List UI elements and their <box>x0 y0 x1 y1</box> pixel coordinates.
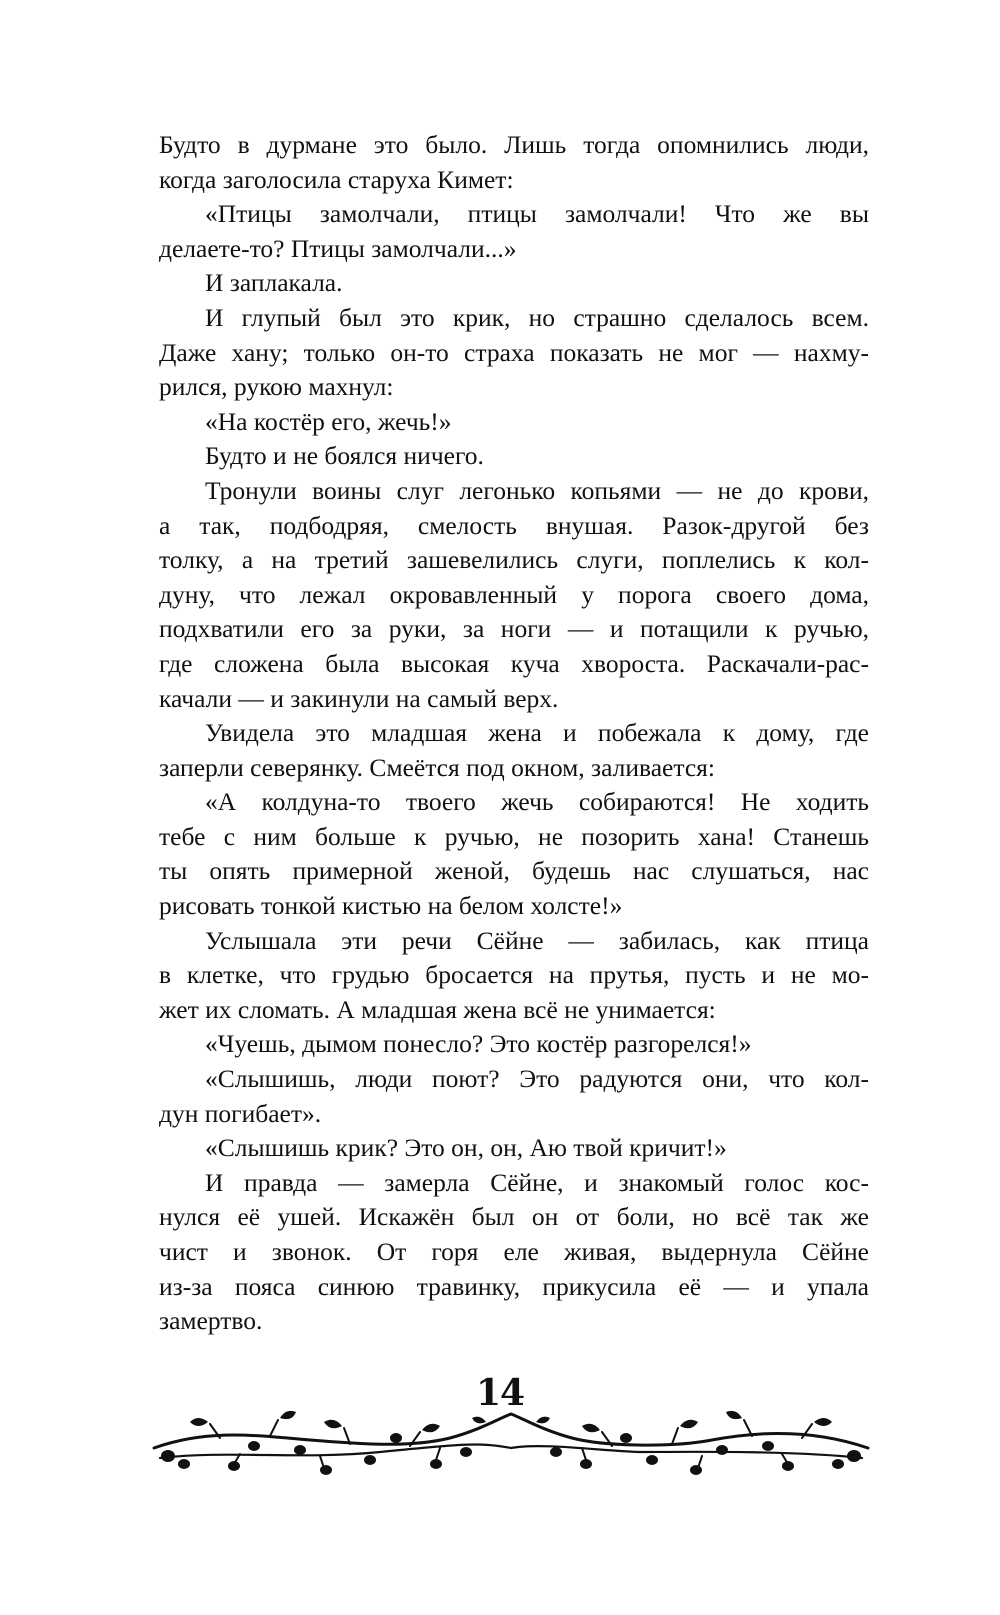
text-line: Увидела это младшая жена и побежала к дому, где <box>205 718 869 748</box>
text-line: «А колдуна-то твоего жечь собираются! Не ходить <box>205 787 869 817</box>
text-line: дун погибает». <box>159 1098 322 1128</box>
text-line: И глупый был это крик, но страшно сделалось всем. <box>205 302 869 332</box>
vine-berries-ornament-icon <box>150 1408 872 1478</box>
text-line: «Чуешь, дымом понесло? Это костёр разгорелся!» <box>205 1029 752 1059</box>
text-line: «На костёр его, жечь!» <box>205 406 452 436</box>
text-line: И заплакала. <box>205 268 343 298</box>
text-line: а так, подбодряя, смелость внушая. Разок-другой без <box>159 510 869 540</box>
text-line: где сложена была высокая куча хвороста. Раскачали-рас- <box>159 648 869 678</box>
text-line: подхватили его за руки, за ноги — и потащили к ручью, <box>159 614 869 644</box>
text-line: тебе с ним больше к ручью, не позорить хана! Станешь <box>159 821 869 851</box>
text-line: нулся её ушей. Искажён был он от боли, но всё так же <box>159 1202 869 1232</box>
text-line: Услышала эти речи Сёйне — забилась, как птица <box>205 925 869 955</box>
page-number: 14 <box>475 1372 525 1414</box>
text-line: «Слышишь, люди поют? Это радуются они, что кол- <box>205 1064 869 1094</box>
text-line: рисовать тонкой кистью на белом холсте!» <box>159 891 623 921</box>
text-line: в клетке, что грудью бросается на прутья, пусть и не мо- <box>159 960 869 990</box>
text-line: «Слышишь крик? Это он, он, Аю твой кричит!» <box>205 1133 727 1163</box>
text-line: чист и звонок. От горя еле живая, выдернула Сёйне <box>159 1237 869 1266</box>
text-line: из-за пояса синюю травинку, прикусила её — и упала <box>159 1271 869 1301</box>
text-line: замертво. <box>159 1306 263 1336</box>
text-line: делаете-то? Птицы замолчали...» <box>159 233 517 263</box>
text-line: когда заголосила старуха Кимет: <box>159 164 514 194</box>
text-line: Тронули воины слуг легонько копьями — не до крови, <box>205 475 869 505</box>
text-line: дуну, что лежал окровавленный у порога своего дома, <box>159 579 869 609</box>
text-line: жет их сломать. А младшая жена всё не унимается: <box>159 994 716 1024</box>
text-line: Будто в дурмане это было. Лишь тогда опомнились люди, <box>159 130 869 159</box>
body-text <box>159 128 869 1339</box>
text-line: заперли северянку. Смеётся под окном, заливается: <box>159 752 715 782</box>
text-line: Будто и не боялся ничего. <box>205 441 484 471</box>
text-line: качали — и закинули на самый верх. <box>159 683 559 713</box>
text-line: Даже хану; только он-то страха показать не мог — нахму- <box>159 337 869 367</box>
text-line: И правда — замерла Сёйне, и знакомый голос кос- <box>205 1167 869 1197</box>
text-line: «Птицы замолчали, птицы замолчали! Что же вы <box>205 199 869 229</box>
text-line: рился, рукою махнул: <box>159 372 394 402</box>
text-line: ты опять примерной женой, будешь нас слушаться, нас <box>159 856 869 886</box>
text-line: толку, а на третий зашевелились слуги, поплелись к кол- <box>159 545 869 575</box>
